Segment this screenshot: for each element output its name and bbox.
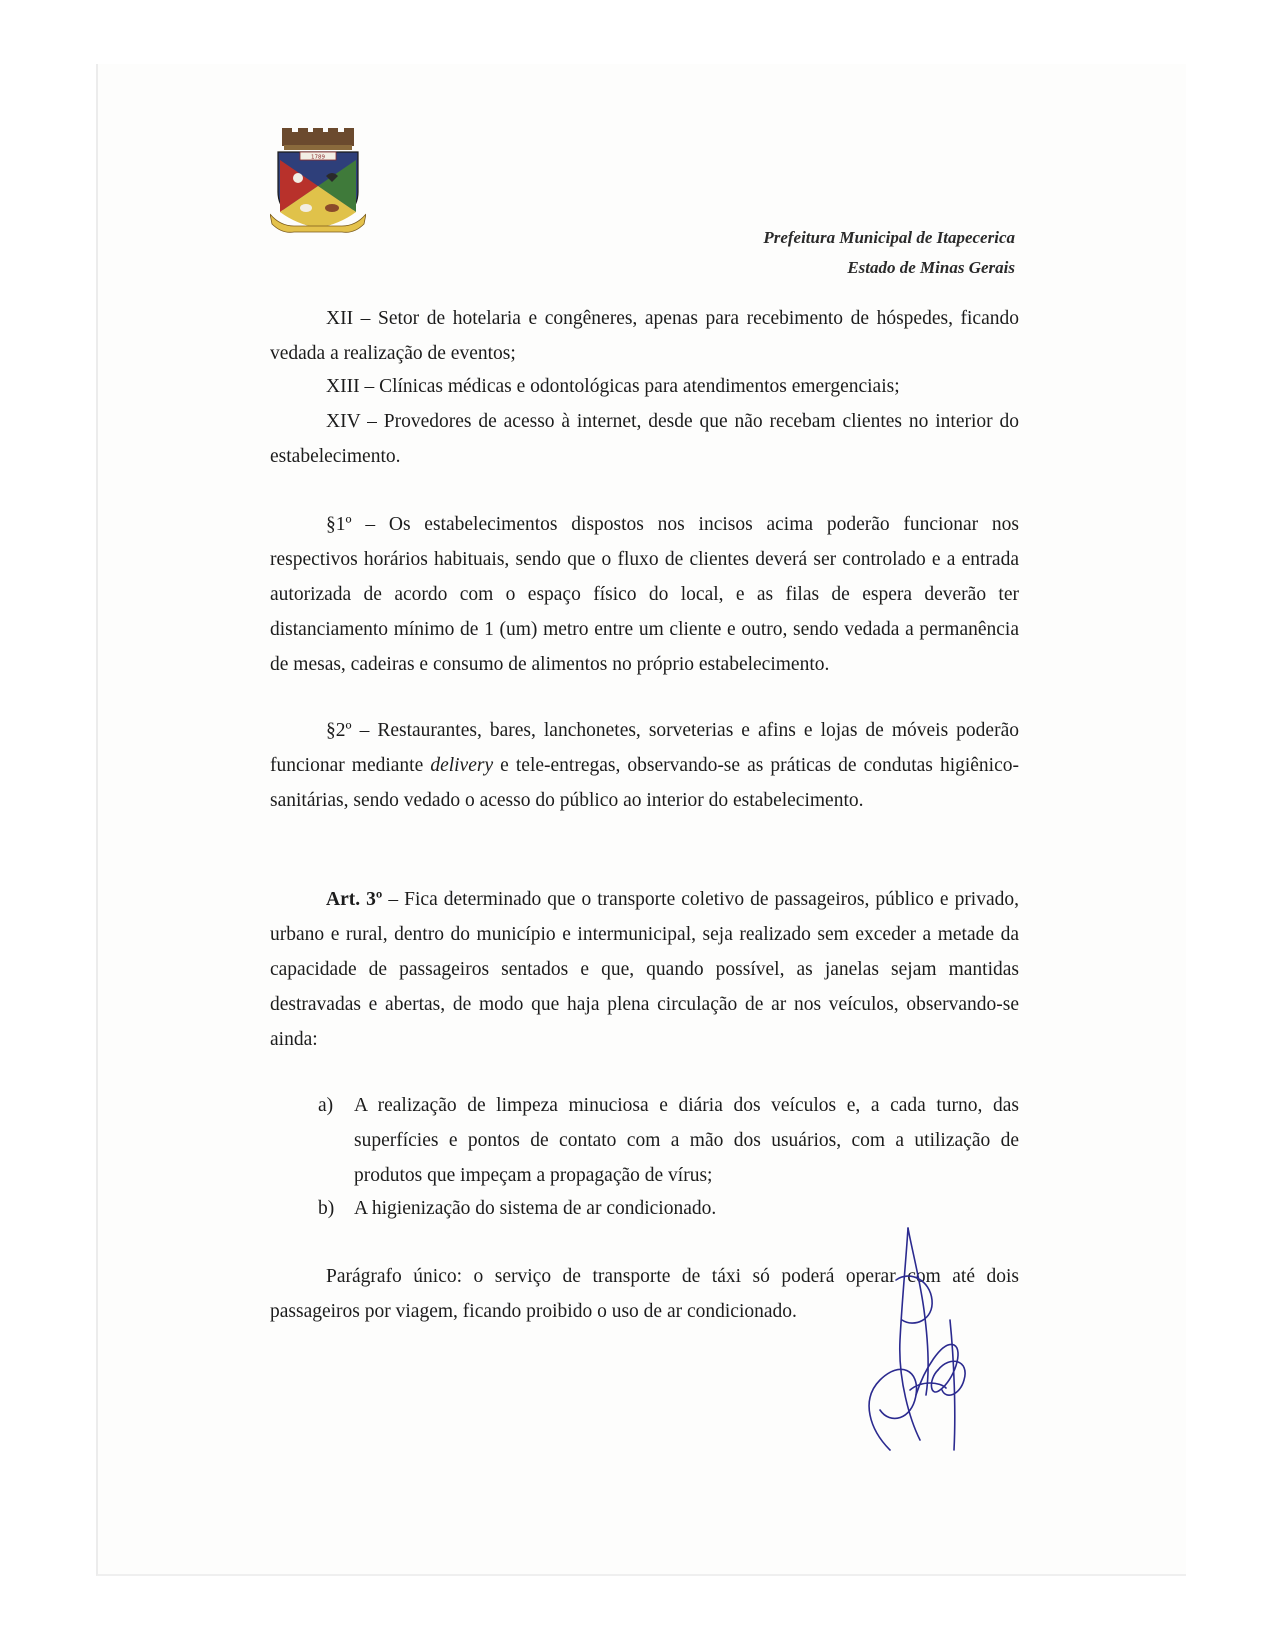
coat-of-arms-icon [270,128,366,240]
art-3-text: – Fica determinado que o transporte coletivo de passageiros, público e privado, urbano e rural, dentro do município e intermunicipal, seja realizado sem exceder a metade da capacidade de passageiros sentados e que, quando possível, as janelas sejam mantidas destravadas e abertas, de modo que haja plena circulação de ar nos veículos, observando-se ainda: [270,889,1020,1050]
list-item-a [318,1088,1019,1193]
list-text-b: A higienização do sistema de ar condicionado. [354,1198,717,1219]
paragraph-section-2 [270,713,1019,818]
art-3-label: Art. 3º [326,889,383,910]
list-marker-b: b) [318,1198,335,1219]
signature-icon [850,1220,980,1460]
section-2-text-end: e tele-entregas, observando-se as práticas de condutas higiênico-sanitárias, sendo vedado o acesso do público ao interior do estabelecimento. [270,755,1020,811]
list-text-a: A realização de limpeza minuciosa e diária dos veículos e, a cada turno, das superfícies e pontos de contato com a mão dos usuários, com a utilização de produtos que impeçam a propagação de vírus; [354,1095,1019,1186]
paragraph-unico: Parágrafo único: o serviço de transporte de táxi só poderá operar com até dois passageiros por viagem, ficando proibido o uso de ar condicionado. [270,1266,1019,1322]
section-2-delivery: delivery [430,755,494,776]
paragraph-xiv: XIV – Provedores de acesso à internet, desde que não recebam clientes no interior do estabelecimento. [270,411,1019,467]
paragraph-xii: XII – Setor de hotelaria e congêneres, apenas para recebimento de hóspedes, ficando vedada a realização de eventos; [270,308,1019,364]
paragraph-art-3 [270,882,1019,1057]
header-state: Estado de Minas Gerais [847,258,1015,277]
section-2-text-start: §2º – Restaurantes, bares, lanchonetes, sorveterias e afins e lojas de móveis poderão funcionar mediante [270,720,1019,776]
list-marker-a: a) [318,1095,334,1116]
paragraph-section-1: §1º – Os estabelecimentos dispostos nos incisos acima poderão funcionar nos respectivos horários habituais, sendo que o fluxo de clientes deverá ser controlado e a entrada autorizada de acordo com o espaço físico do local, e as filas de espera deverão ter distanciamento mínimo de 1 (um) metro entre um cliente e outro, sendo vedada a permanência de mesas, cadeiras e consumo de alimentos no próprio estabelecimento. [270,514,1019,675]
scanned-page [96,64,1186,1576]
paragraph-xiii: XIII – Clínicas médicas e odontológicas para atendimentos emergenciais; [326,376,900,397]
header-municipality: Prefeitura Municipal de Itapecerica [763,228,1015,247]
coat-year: 1789 [311,154,325,161]
